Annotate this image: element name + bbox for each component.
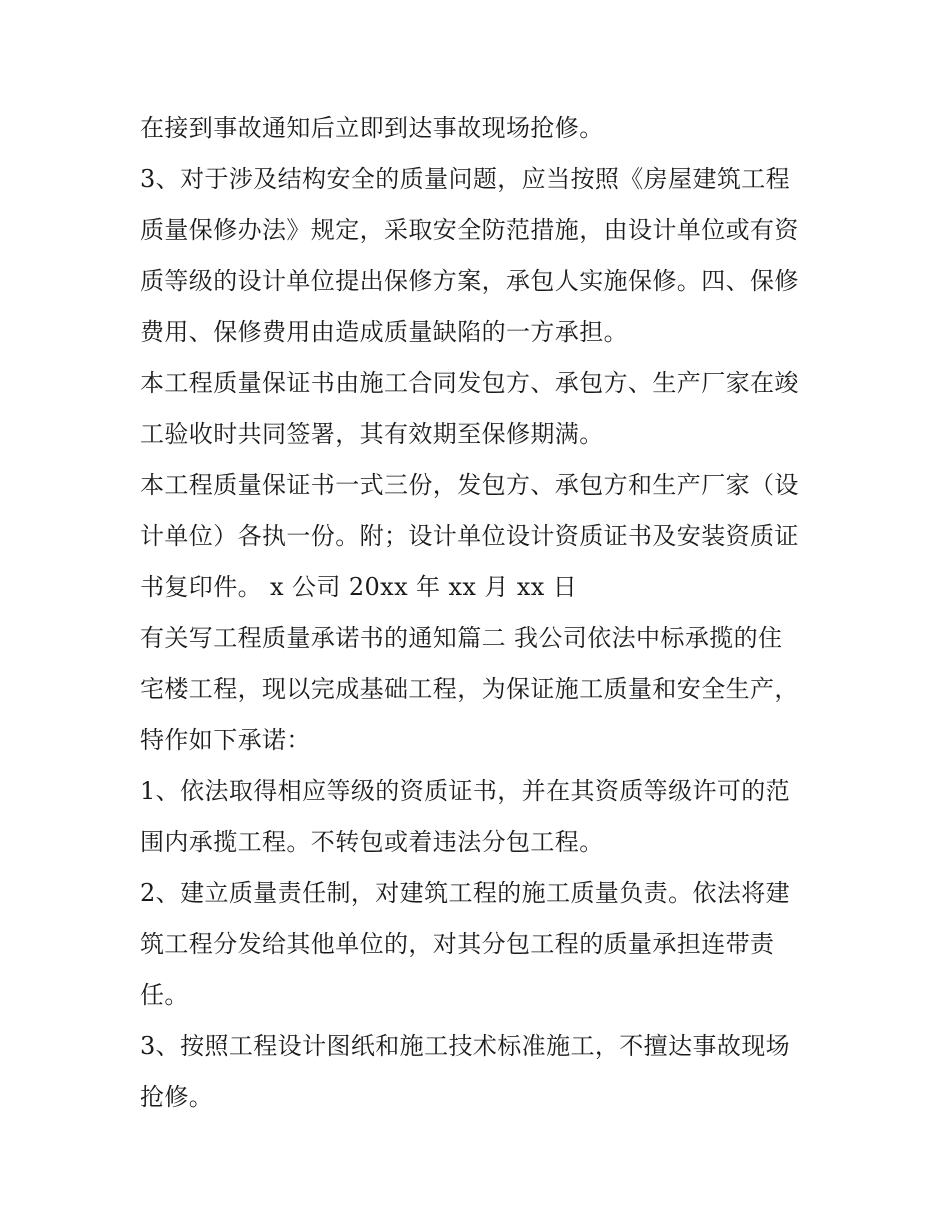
text-line: 1、依法取得相应等级的资质证书，并在其资质等级许可的范 [140, 777, 791, 805]
text-line: 抢修。 [140, 1083, 214, 1111]
text-line: 3、对于涉及结构安全的质量问题，应当按照《房屋建筑工程 [140, 165, 791, 193]
text-line: 有关写工程质量承诺书的通知篇二 我公司依法中标承揽的住 [140, 624, 783, 652]
text-line: 在接到事故通知后立即到达事故现场抢修。 [140, 114, 604, 142]
text-line: 3、按照工程设计图纸和施工技术标准施工，不擅达事故现场 [140, 1032, 791, 1060]
text-line: 费用、保修费用由造成质量缺陷的一方承担。 [140, 318, 628, 346]
text-line: 宅楼工程，现以完成基础工程，为保证施工质量和安全生产， [140, 675, 799, 703]
text-line: 工验收时共同签署，其有效期至保修期满。 [140, 420, 604, 448]
text-line: 质等级的设计单位提出保修方案，承包人实施保修。四、保修 [140, 267, 799, 295]
text-line: 本工程质量保证书一式三份，发包方、承包方和生产厂家（设 [140, 471, 799, 499]
text-line: 筑工程分发给其他单位的，对其分包工程的质量承担连带责 [140, 930, 775, 958]
text-line: 围内承揽工程。不转包或着违法分包工程。 [140, 828, 604, 856]
text-line: 计单位）各执一份。附；设计单位设计资质证书及安装资质证 [140, 522, 799, 550]
text-line: 2、建立质量责任制，对建筑工程的施工质量负责。依法将建 [140, 879, 791, 907]
text-line: 特作如下承诺： [140, 726, 311, 754]
text-line: 质量保修办法》规定，采取安全防范措施，由设计单位或有资 [140, 216, 799, 244]
text-line: 本工程质量保证书由施工合同发包方、承包方、生产厂家在竣 [140, 369, 799, 397]
text-line: 书复印件。 x 公司 20xx 年 xx 月 xx 日 [140, 573, 578, 601]
text-line: 任。 [140, 981, 189, 1009]
document-body [140, 103, 820, 1123]
